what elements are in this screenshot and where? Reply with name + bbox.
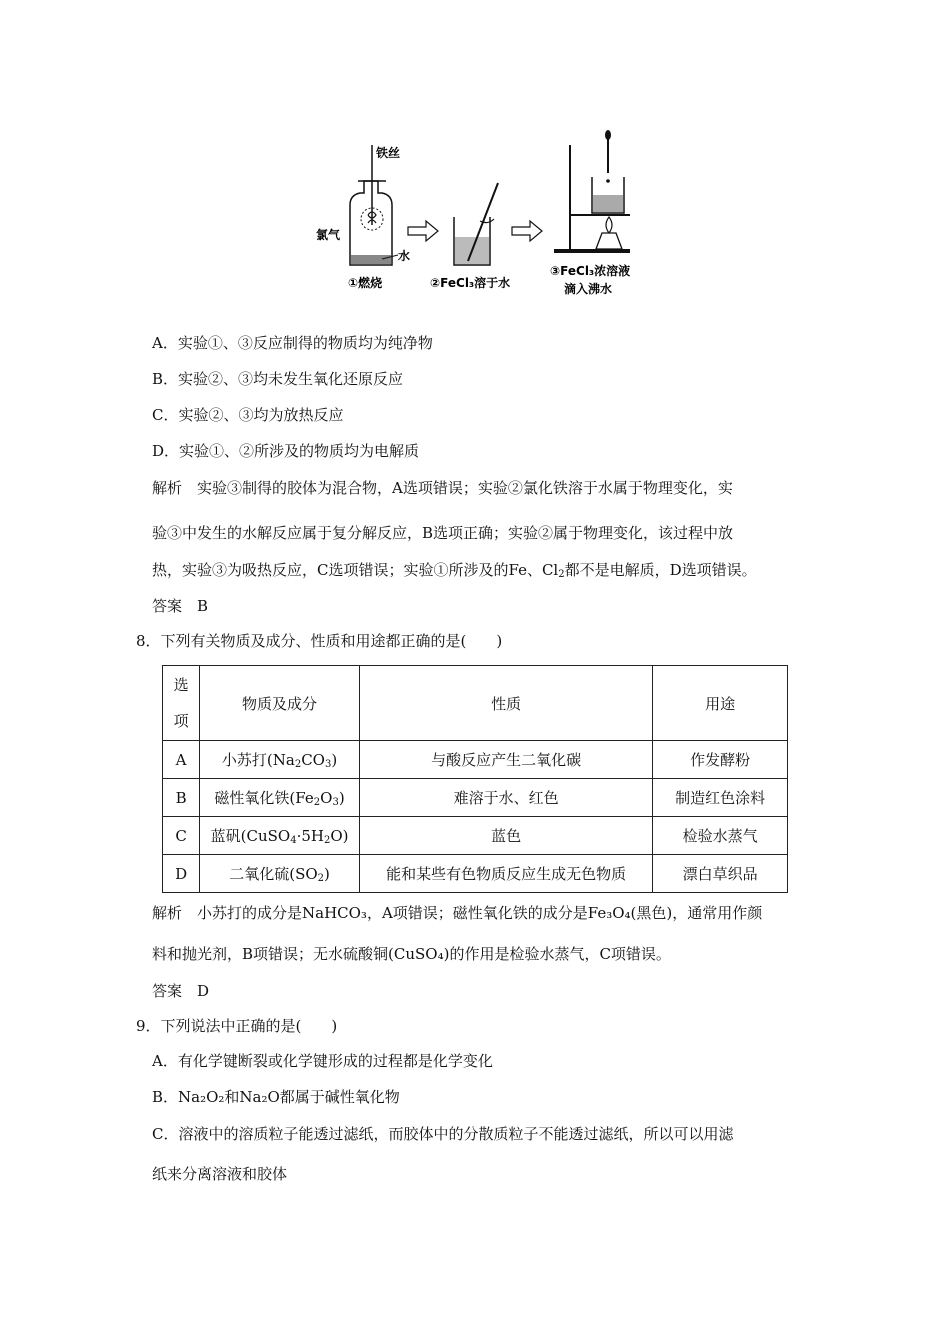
substance-part: 磁性氧化铁(Fe [214,789,314,807]
substance-part: O) [330,827,349,845]
row-property: 难溶于水、红色 [359,779,652,817]
arrow-2 [512,221,542,241]
q7-analysis-line3-b: 都不是电解质，D选项错误。 [564,561,757,579]
row-substance [200,741,360,779]
bottle-water [351,255,391,264]
q7-analysis-line3 [152,560,757,580]
q8-answer: 答案 D [152,982,210,1000]
table-row [163,741,788,779]
substance-part: ) [324,865,330,883]
substance-part: ) [331,751,338,769]
substance-part: 二氧化硫(SO [229,865,318,883]
label-step1: ①燃烧 [348,276,383,290]
row-property: 与酸反应产生二氧化碳 [359,741,652,779]
gas-bottle [350,181,392,265]
drop [606,179,610,183]
q7-answer: 答案 B [152,597,209,615]
substance-sub: 3 [332,797,339,808]
q7-option-d: D．实验①、②所涉及的物质均为电解质 [152,442,420,460]
row-substance [200,817,360,855]
header-option-2: 项 [173,712,189,730]
row-option: C [163,817,200,855]
q7-analysis-line3-sub: 2 [558,569,565,580]
q8-stem: 8．下列有关物质及成分、性质和用途都正确的是( ) [136,632,503,650]
table-row [163,855,788,893]
substance-part: ) [338,789,345,807]
substance-sub: 3 [324,759,332,770]
table-header-row [163,666,788,741]
q7-analysis-line1: 解析 实验③制得的胶体为混合物，A选项错误；实验②氯化铁溶于水属于物理变化，实 [152,479,733,497]
substance-part: O [320,789,333,807]
header-substance: 物质及成分 [200,666,360,741]
q7-option-c: C．实验②、③均为放热反应 [152,406,344,424]
substance-part: ·5H [296,827,324,845]
header-option [163,666,200,741]
label-step3-line1: ③FeCl₃浓溶液 [550,264,631,278]
q9-stem: 9．下列说法中正确的是( ) [136,1017,338,1035]
label-iron-wire: 铁丝 [376,146,401,160]
flame [606,217,612,233]
substance-sub: 2 [317,873,325,884]
q8-analysis-line2: 料和抛光剂，B项错误；无水硫酸铜(CuSO₄)的作用是检验水蒸气，C项错误。 [152,945,671,963]
label-step3-line2: 滴入沸水 [564,282,613,296]
label-chlorine: 氯气 [316,228,341,242]
row-use: 作发酵粉 [653,741,788,779]
q7-analysis-line3-a: 热，实验③为吸热反应，C选项错误；实验①所涉及的Fe、Cl [152,561,559,579]
q9-option-c-line2: 纸来分离溶液和胶体 [152,1165,288,1183]
substance-sub: 4 [290,835,297,846]
row-substance [200,779,360,817]
q7-analysis-line2: 验③中发生的水解反应属于复分解反应，B选项正确；实验②属于物理变化，该过程中放 [152,524,734,542]
substance-part: 小苏打(Na [221,751,295,769]
row-substance [200,855,360,893]
substance-sub: 2 [323,835,331,846]
row-property: 蓝色 [359,817,652,855]
experiment-figure [316,125,631,305]
substance-sub: 2 [313,797,321,808]
row-option: B [163,779,200,817]
row-use: 检验水蒸气 [653,817,788,855]
header-property: 性质 [359,666,652,741]
arrow-1 [408,221,438,241]
q8-table [162,665,788,893]
q9-option-a: A．有化学键断裂或化学键形成的过程都是化学变化 [152,1052,493,1070]
dropper-bulb [605,130,611,140]
label-step2: ②FeCl₃溶于水 [430,276,511,290]
label-water: 水 [398,249,411,263]
q7-option-a: A．实验①、③反应制得的物质均为纯净物 [152,334,433,352]
burner [596,233,622,249]
row-property: 能和某些有色物质反应生成无色物质 [359,855,652,893]
table-row [163,779,788,817]
substance-sub: 2 [294,759,302,770]
substance-part: CO [301,751,325,769]
row-use: 制造红色涂料 [653,779,788,817]
row-option: D [163,855,200,893]
header-use: 用途 [653,666,788,741]
q9-option-c-line1: C．溶液中的溶质粒子能透过滤纸，而胶体中的分散质粒子不能透过滤纸，所以可以用滤 [152,1125,734,1143]
stir-arrow [480,219,494,223]
q8-analysis-line1: 解析 小苏打的成分是NaHCO₃，A项错误；磁性氧化铁的成分是Fe₃O₄(黑色)，通常用作颜 [152,904,763,922]
q9-option-b: B．Na₂O₂和Na₂O都属于碱性氧化物 [152,1088,400,1106]
boiling-water [593,195,623,212]
substance-part: 蓝矾(CuSO [210,827,291,845]
row-use: 漂白草织品 [653,855,788,893]
row-option: A [163,741,200,779]
header-option-1: 选 [173,676,189,694]
table-row [163,817,788,855]
q7-option-b: B．实验②、③均未发生氧化还原反应 [152,370,404,388]
